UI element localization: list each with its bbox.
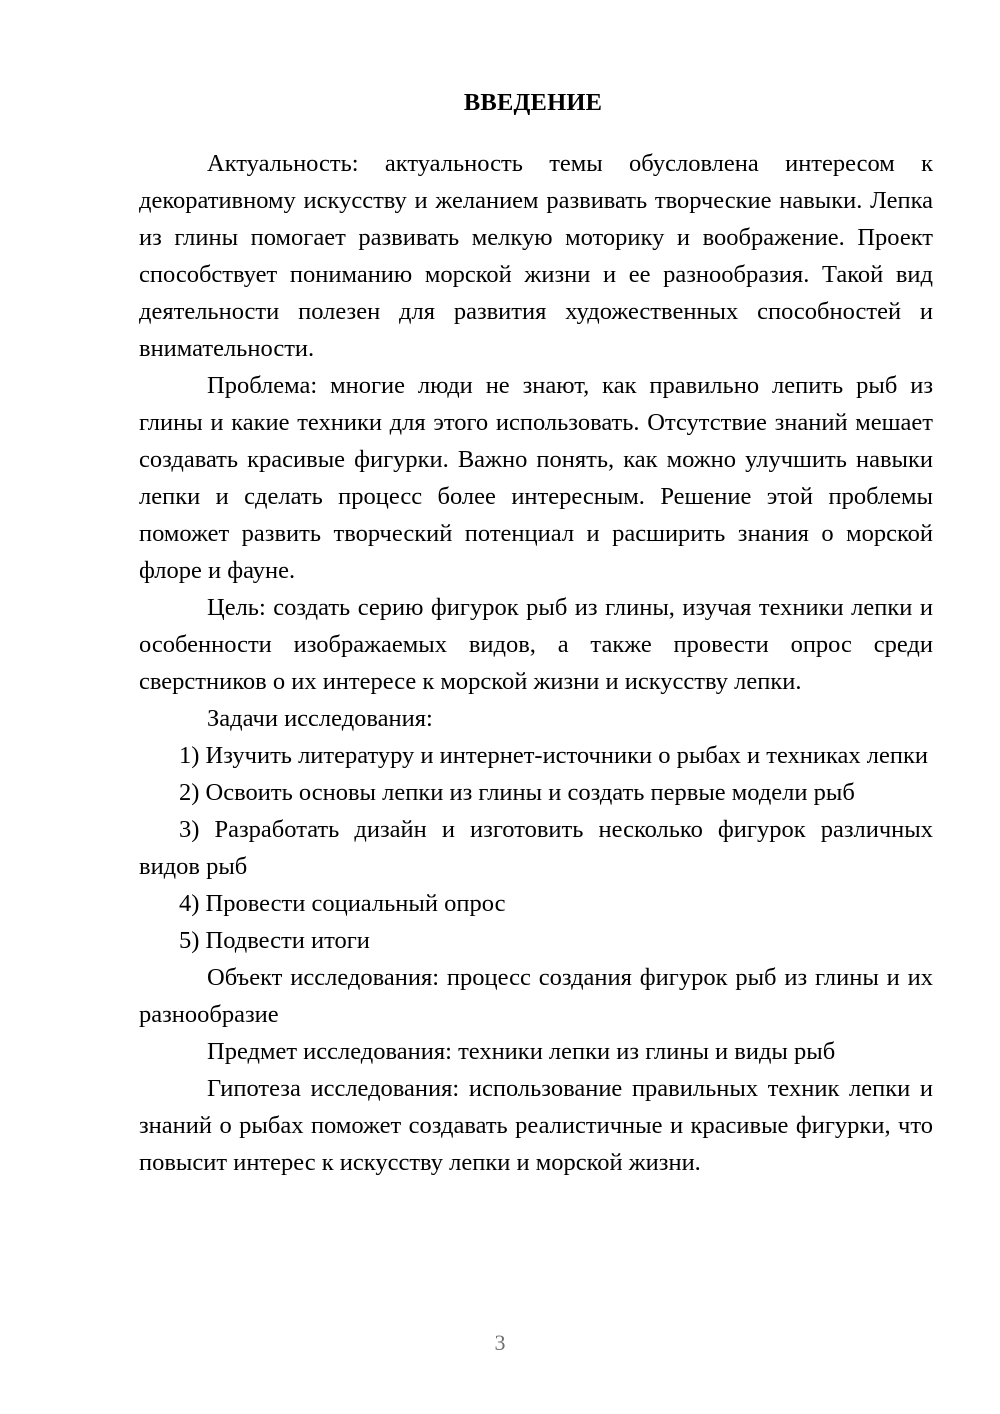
paragraph-relevance: Актуальность: актуальность темы обусловлена интересом к декоративному искусству и желанием развивать творческие навыки. Лепка из глины помогает развивать мелкую моторику и воображение. Проект способствует пониманию морской жизни и ее разнообразия. Такой вид деятельности полезен для развития художественных способностей и внимательности.	[139, 149, 933, 362]
task-item-2: 2) Освоить основы лепки из глины и создать первые модели рыб	[179, 778, 855, 806]
page-title: ВВЕДЕНИЕ	[463, 89, 603, 116]
task-item-3: 3) Разработать дизайн и изготовить несколько фигурок различных видов рыб	[139, 815, 933, 880]
paragraph-object: Объект исследования: процесс создания фигурок рыб из глины и их разнообразие	[139, 963, 933, 1028]
tasks-heading: Задачи исследования:	[207, 704, 433, 732]
task-item-1: 1) Изучить литературу и интернет-источники о рыбах и техниках лепки	[179, 741, 929, 769]
paragraph-goal: Цель: создать серию фигурок рыб из глины, изучая техники лепки и особенности изображаемых видов, а также провести опрос среди сверстников о их интересе к морской жизни и искусству лепки.	[139, 593, 933, 695]
paragraph-hypothesis: Гипотеза исследования: использование правильных техник лепки и знаний о рыбах поможет создавать реалистичные и красивые фигурки, что повысит интерес к искусству лепки и морской жизни.	[139, 1074, 933, 1176]
paragraph-problem: Проблема: многие люди не знают, как правильно лепить рыб из глины и какие техники для этого использовать. Отсутствие знаний мешает создавать красивые фигурки. Важно понять, как можно улучшить навыки лепки и сделать процесс более интересным. Решение этой проблемы поможет развить творческий потенциал и расширить знания о морской флоре и фауне.	[139, 371, 933, 584]
page-number: 3	[494, 1330, 506, 1355]
task-item-4: 4) Провести социальный опрос	[179, 889, 506, 917]
task-item-5: 5) Подвести итоги	[179, 926, 370, 954]
paragraph-subject: Предмет исследования: техники лепки из глины и виды рыб	[207, 1037, 836, 1065]
